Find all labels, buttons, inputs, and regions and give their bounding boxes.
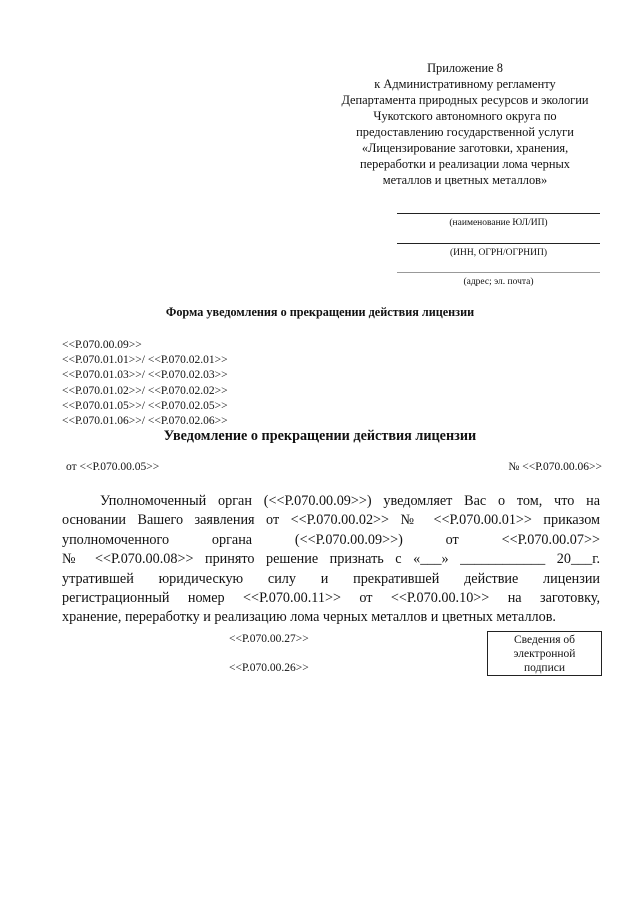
recipient-address-field [397, 272, 600, 288]
code-line: <<Р.070.01.02>>/ <<Р.070.02.02>> [62, 384, 228, 397]
body-line: утратившей юридическую силу и прекратившей действие лицензии [62, 570, 600, 587]
appendix-line: предоставлению государственной услуги [356, 125, 574, 139]
recipient-name-field [397, 213, 600, 229]
body-line: № <<Р.070.00.08>> принято решение признать с «___» ____________ 20___г. [62, 551, 600, 568]
notice-number: № <<Р.070.00.06>> [508, 461, 602, 473]
appendix-line: переработки и реализации лома черных [360, 157, 570, 171]
appendix-header [330, 60, 600, 188]
body-line: хранение, переработку и реализацию лома черных металлов и цветных металлов. [62, 609, 556, 626]
notice-body [62, 492, 600, 628]
appendix-line: Чукотского автономного округа по [373, 109, 557, 123]
recipient-address-line [397, 272, 600, 273]
appendix-line: Департамента природных ресурсов и экологии [341, 93, 589, 107]
appendix-line: металлов и цветных металлов» [382, 173, 548, 187]
recipient-address-caption: (адрес; эл. почта) [463, 277, 534, 287]
recipient-inn-line [397, 243, 600, 244]
code-line: <<Р.070.01.05>>/ <<Р.070.02.05>> [62, 399, 228, 412]
esign-line: Сведения об [513, 634, 575, 646]
code-line: <<Р.070.00.09>> [62, 339, 142, 351]
appendix-line: «Лицензирование заготовки, хранения, [361, 141, 569, 155]
code-line: <<Р.070.01.03>>/ <<Р.070.02.03>> [62, 369, 228, 382]
recipient-name-caption: (наименование ЮЛ/ИП) [449, 218, 548, 228]
recipient-inn-field [397, 243, 600, 259]
form-title: Форма уведомления о прекращении действия лицензии [165, 305, 475, 319]
body-line: Уполномоченный орган (<<Р.070.00.09>>) уведомляет Вас о том, что на [100, 493, 600, 509]
notice-date: от <<Р.070.00.05>> [66, 461, 160, 473]
body-line: регистрационный номер <<Р.070.00.11>> от <<Р.070.00.10>> на заготовку, [62, 589, 600, 606]
requisite-codes [62, 338, 228, 429]
code-line: <<Р.070.01.01>>/ <<Р.070.02.01>> [62, 354, 228, 367]
electronic-signature-box [487, 631, 602, 676]
code-line: <<Р.070.01.06>>/ <<Р.070.02.06>> [62, 415, 228, 428]
body-line: основании Вашего заявления от <<Р.070.00.02>> № <<Р.070.00.01>> приказом [62, 512, 600, 529]
appendix-line: Приложение 8 [427, 61, 503, 75]
notice-title: Уведомление о прекращении действия лицензии [163, 428, 477, 444]
esign-line: подписи [524, 662, 565, 674]
recipient-inn-caption: (ИНН, ОГРН/ОГРНИП) [449, 248, 547, 258]
appendix-line: к Административному регламенту [374, 77, 556, 91]
esign-line: электронной [513, 648, 576, 660]
body-line: уполномоченного органа (<<Р.070.00.09>>) от <<Р.070.00.07>> [62, 531, 600, 548]
recipient-name-line [397, 213, 600, 214]
signer-name-field: <<Р.070.00.26>> [229, 662, 309, 674]
signer-position-field: <<Р.070.00.27>> [229, 633, 309, 645]
